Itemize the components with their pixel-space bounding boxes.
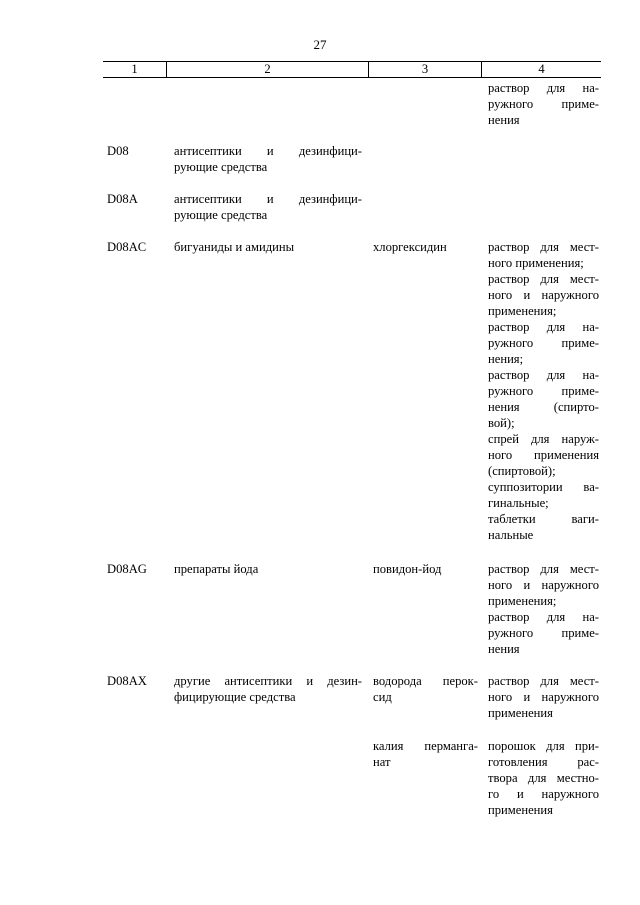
- atc-group-name: [174, 561, 362, 577]
- text-line: ружного приме-: [488, 97, 599, 111]
- atc-code: D08AG: [107, 562, 147, 576]
- text-line: водорода перок-: [373, 674, 478, 688]
- page-number: 27: [313, 37, 327, 52]
- text-line: препараты йода: [174, 562, 259, 576]
- text-line: раствор для мест-: [488, 272, 599, 286]
- text-line: гинальные;: [488, 496, 549, 510]
- text-line: повидон-йод: [373, 562, 442, 576]
- text-line: нальные: [488, 528, 534, 542]
- text-line: ного и наружного: [488, 690, 599, 704]
- text-line: рующие средства: [174, 160, 268, 174]
- text-line: ного и наружного: [488, 288, 599, 302]
- text-line: раствор для на-: [488, 610, 599, 624]
- text-line: антисептики и дезинфици-: [174, 144, 362, 158]
- text-line: сид: [373, 690, 392, 704]
- text-line: применения;: [488, 304, 557, 318]
- text-line: ного и наружного: [488, 578, 599, 592]
- continuation-forms-cell: [488, 80, 599, 128]
- text-line: раствор для мест-: [488, 240, 599, 254]
- text-line: твора для местно-: [488, 771, 599, 785]
- header-col-3: 3: [421, 62, 429, 76]
- text-line: нения: [488, 642, 520, 656]
- text-line: хлоргексидин: [373, 240, 447, 254]
- text-line: суппозитории ва-: [488, 480, 599, 494]
- text-line: раствор для на-: [488, 368, 599, 382]
- text-line: калия перманга-: [373, 739, 478, 753]
- text-line: применения;: [488, 594, 557, 608]
- text-line: спрей для наруж-: [488, 432, 599, 446]
- text-line: раствор для на-: [488, 81, 599, 95]
- text-line: применения: [488, 706, 553, 720]
- text-line: готовления рас-: [488, 755, 599, 769]
- atc-code: D08A: [107, 192, 138, 206]
- text-line: раствор для мест-: [488, 562, 599, 576]
- text-line: применения: [488, 803, 553, 817]
- text-line: фицирующие средства: [174, 690, 296, 704]
- dosage-forms: [488, 738, 599, 818]
- dosage-forms: [488, 561, 599, 657]
- drug-name: [373, 239, 478, 255]
- text-line: бигуаниды и амидины: [174, 240, 295, 254]
- atc-code: D08AX: [107, 674, 147, 688]
- atc-code: D08AC: [107, 240, 147, 254]
- text-line: ружного приме-: [488, 336, 599, 350]
- text-line: ного применения;: [488, 256, 584, 270]
- drug-name: [373, 561, 478, 577]
- text-line: раствор для на-: [488, 320, 599, 334]
- atc-code: D08: [107, 144, 129, 158]
- drug-name: [373, 738, 478, 770]
- text-line: таблетки ваги-: [488, 512, 599, 526]
- text-line: (спиртовой);: [488, 464, 556, 478]
- dosage-forms: [488, 673, 599, 721]
- table-header-row: [103, 61, 601, 78]
- header-col-4: 4: [538, 62, 545, 76]
- text-line: вой);: [488, 416, 515, 430]
- text-line: нения: [488, 113, 520, 127]
- atc-group-name: [174, 673, 362, 705]
- header-col-1: 1: [131, 62, 138, 76]
- text-line: нат: [373, 755, 391, 769]
- header-col-2: 2: [264, 62, 271, 76]
- atc-group-name: [174, 191, 362, 223]
- text-line: раствор для мест-: [488, 674, 599, 688]
- text-line: рующие средства: [174, 208, 268, 222]
- text-line: го и наружного: [488, 787, 599, 801]
- text-line: антисептики и дезинфици-: [174, 192, 362, 206]
- text-line: нения;: [488, 352, 524, 366]
- atc-group-name: [174, 143, 362, 175]
- dosage-forms: [488, 239, 599, 543]
- text-line: нения (спирто-: [488, 400, 599, 414]
- text-line: другие антисептики и дезин-: [174, 674, 362, 688]
- text-line: ружного приме-: [488, 626, 599, 640]
- atc-group-name: [174, 239, 362, 255]
- text-line: ного применения: [488, 448, 599, 462]
- drug-name: [373, 673, 478, 705]
- text-line: ружного приме-: [488, 384, 599, 398]
- text-line: порошок для при-: [488, 739, 599, 753]
